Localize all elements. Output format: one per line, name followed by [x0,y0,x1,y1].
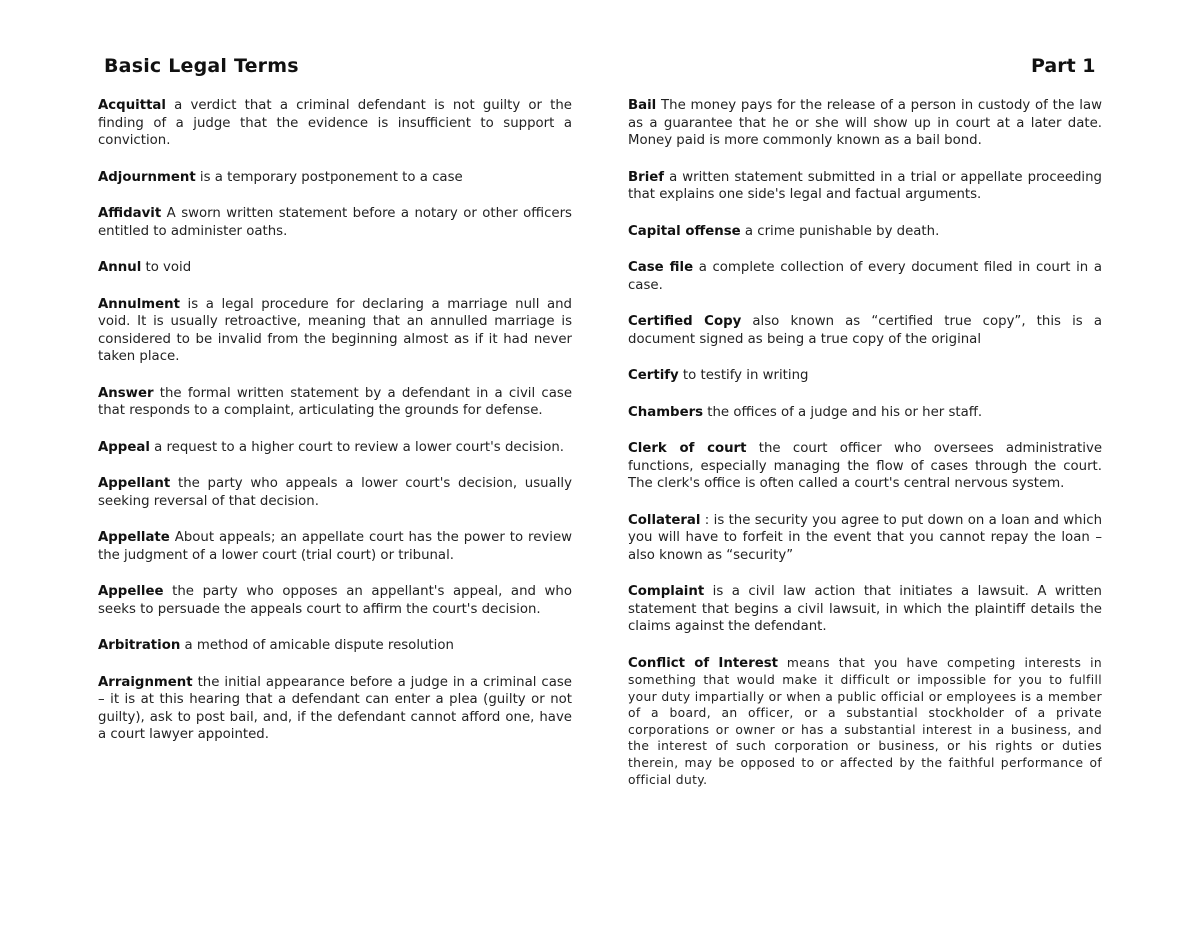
term-definition: a method of amicable dispute resolution [180,638,454,653]
term-definition: to void [141,260,192,275]
term-name: Certify [628,368,679,383]
term-entry [628,440,1102,493]
term-name: Arbitration [98,638,181,653]
term-entry [628,367,1102,385]
term-name: Adjournment [98,169,196,185]
term-definition: is a legal procedure for declaring a marriage null and void. It is usually retroactive, meaning that an annulled marriage is considered to be invalid from the beginning almost as if it had never taken place. [98,296,572,364]
term-definition: a crime punishable by death. [740,223,940,239]
term-entry [98,97,572,150]
term-entry [628,512,1102,565]
term-entry [98,205,572,240]
term-name: Appellate [98,530,170,545]
term-entry [628,169,1102,204]
term-name: Acquittal [98,98,166,113]
term-definition: also known as “certified true copy”, this is a document signed as being a true copy of the original [628,314,1102,347]
term-entry [98,475,572,510]
term-definition: to testify in writing [678,368,809,383]
term-name: Complaint [628,584,705,599]
term-name: Brief [628,169,665,185]
term-name: Answer [98,385,154,401]
term-name: Annul [98,260,142,275]
term-entry [98,637,572,655]
term-definition: a written statement submitted in a trial or appellate proceeding that explains one side's legal and factual arguments. [628,169,1102,202]
term-definition: a verdict that a criminal defendant is not guilty or the finding of a judge that the evidence is insufficient to support a conviction. [98,98,572,148]
term-entry [628,313,1102,348]
term-definition: the formal written statement by a defendant in a civil case that responds to a complaint, articulating the grounds for defense. [98,385,572,418]
term-name: Chambers [628,404,704,420]
term-definition: the court officer who oversees administrative functions, especially managing the flow of cases through the court. The clerk's office is often called a court's central nervous system. [628,441,1102,491]
document-title: Basic Legal Terms [104,55,299,77]
term-definition: means that you have competing interests in something that would make it difficult or impossible for you to fulfill your duty impartially or when a public official or employees is a member of a board, an officer, or a substantial stockholder of a private corporations or owner or has a substantial interest in a business, and the interest of such corporation or business, or his rights or duties therein, may be opposed to or affected by the faithful performance of official duty. [628,655,1102,787]
term-name: Capital offense [628,223,741,239]
term-name: Appeal [98,439,150,455]
term-definition: the party who appeals a lower court's decision, usually seeking reversal of that decision. [98,476,572,509]
term-entry [628,655,1102,789]
term-entry [98,169,572,187]
left-column [98,97,572,763]
term-entry [98,529,572,564]
term-name: Clerk of court [628,441,747,456]
term-definition: a complete collection of every document filed in court in a case. [628,260,1102,293]
term-name: Appellee [98,584,164,599]
term-definition: the offices of a judge and his or her staff. [703,404,983,420]
term-definition: a request to a higher court to review a lower court's decision. [149,439,564,455]
term-entry [98,439,572,457]
right-column [628,97,1102,807]
term-entry [628,583,1102,636]
term-name: Bail [628,98,657,113]
term-definition: is a temporary postponement to a case [195,169,463,185]
term-name: Case file [628,260,694,275]
term-definition: the initial appearance before a judge in a criminal case – it is at this hearing that a defendant can enter a plea (guilty or not guilty), ask to post bail, and, if the defendant cannot afford one, have a court lawyer appointed. [98,674,572,742]
term-entry [628,404,1102,422]
part-number: Part 1 [1031,55,1096,77]
term-name: Appellant [98,476,171,491]
term-definition: the party who opposes an appellant's appeal, and who seeks to persuade the appeals court to affirm the court's decision. [98,584,572,617]
term-name: Annulment [98,296,180,312]
term-entry [628,97,1102,150]
term-entry [98,385,572,420]
term-name: Collateral [628,512,701,528]
term-definition: A sworn written statement before a notary or other officers entitled to administer oaths. [98,206,572,239]
term-name: Arraignment [98,674,193,690]
term-entry [628,223,1102,241]
term-entry [628,259,1102,294]
term-definition: : is the security you agree to put down on a loan and which you will have to forfeit in the event that you cannot repay the loan – also known as “security” [628,512,1102,563]
term-name: Certified Copy [628,314,742,329]
term-entry [98,296,572,366]
term-definition: About appeals; an appellate court has the power to review the judgment of a lower court (trial court) or tribunal. [98,530,572,563]
term-definition: is a civil law action that initiates a lawsuit. A written statement that begins a civil lawsuit, in which the plaintiff details the claims against the defendant. [628,584,1102,634]
term-entry [98,674,572,744]
term-entry [98,583,572,618]
term-definition: The money pays for the release of a person in custody of the law as a guarantee that he or she will show up in court at a later date. Money paid is more commonly known as a bail bond. [628,98,1102,148]
term-name: Affidavit [98,206,162,221]
term-name: Conflict of Interest [628,655,779,671]
term-entry [98,259,572,277]
